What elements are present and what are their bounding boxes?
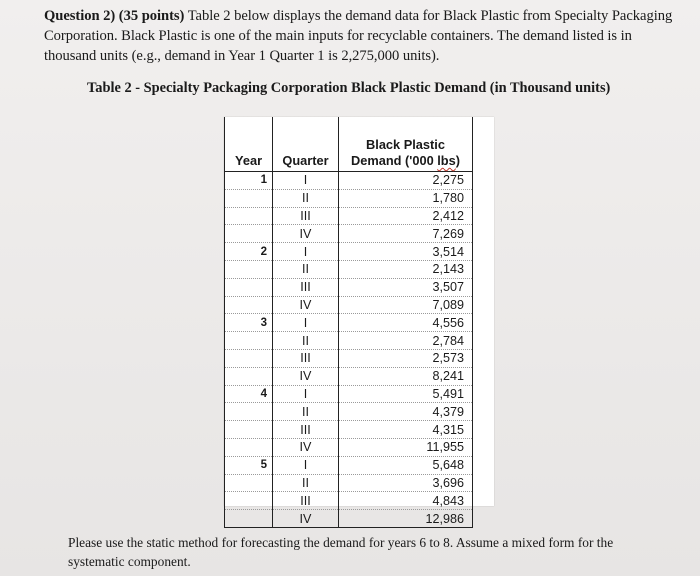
demand-cell: 1,780	[339, 189, 473, 207]
table-row	[225, 296, 473, 314]
quarter-cell: II	[273, 260, 339, 278]
table-row	[225, 385, 473, 403]
demand-cell: 12,986	[339, 510, 473, 528]
table-row	[225, 510, 473, 528]
quarter-cell: III	[273, 349, 339, 367]
quarter-cell: IV	[273, 510, 339, 528]
demand-header-line1: Black Plastic	[366, 137, 445, 152]
demand-cell: 3,696	[339, 474, 473, 492]
demand-cell: 7,269	[339, 225, 473, 243]
table-header-row	[225, 117, 473, 172]
quarter-cell: I	[273, 385, 339, 403]
demand-cell: 3,514	[339, 243, 473, 261]
demand-cell: 2,573	[339, 349, 473, 367]
demand-cell: 4,843	[339, 492, 473, 510]
quarter-cell: IV	[273, 225, 339, 243]
question-paragraph	[44, 6, 684, 66]
quarter-cell: III	[273, 421, 339, 439]
demand-table-body	[225, 172, 473, 528]
table-row	[225, 278, 473, 296]
demand-cell: 4,379	[339, 403, 473, 421]
quarter-column-header: Quarter	[273, 117, 339, 172]
demand-header-suffix: )	[455, 153, 461, 168]
table-row	[225, 189, 473, 207]
table-title: Table 2 - Specialty Packaging Corporation Black Plastic Demand (in Thousand units)	[87, 80, 611, 96]
quarter-cell: I	[273, 172, 339, 190]
demand-cell: 4,315	[339, 421, 473, 439]
demand-cell: 2,143	[339, 260, 473, 278]
table-row	[225, 207, 473, 225]
table-row	[225, 260, 473, 278]
table-row	[225, 492, 473, 510]
table-row	[225, 225, 473, 243]
demand-cell: 11,955	[339, 438, 473, 456]
demand-cell: 2,784	[339, 332, 473, 350]
year-cell	[225, 225, 273, 243]
year-cell	[225, 492, 273, 510]
demand-cell: 5,491	[339, 385, 473, 403]
year-cell	[225, 278, 273, 296]
quarter-cell: IV	[273, 438, 339, 456]
demand-column-header	[339, 117, 473, 172]
table-row	[225, 421, 473, 439]
year-cell: 3	[225, 314, 273, 332]
table-row	[225, 456, 473, 474]
year-cell	[225, 474, 273, 492]
quarter-cell: I	[273, 243, 339, 261]
demand-cell: 7,089	[339, 296, 473, 314]
demand-table-container	[224, 117, 494, 526]
question-label: Question 2) (35 points)	[44, 8, 185, 24]
demand-header-line2	[342, 153, 469, 169]
quarter-cell: III	[273, 278, 339, 296]
quarter-cell: III	[273, 492, 339, 510]
quarter-cell: II	[273, 332, 339, 350]
table-row	[225, 438, 473, 456]
table-row	[225, 243, 473, 261]
year-cell	[225, 296, 273, 314]
year-cell	[225, 403, 273, 421]
year-cell	[225, 438, 273, 456]
demand-table	[224, 117, 473, 528]
demand-cell: 5,648	[339, 456, 473, 474]
year-cell: 4	[225, 385, 273, 403]
demand-cell: 3,507	[339, 278, 473, 296]
quarter-cell: IV	[273, 296, 339, 314]
demand-cell: 2,412	[339, 207, 473, 225]
year-cell	[225, 367, 273, 385]
table-row	[225, 349, 473, 367]
demand-header-unit: lbs	[437, 153, 456, 168]
year-cell	[225, 207, 273, 225]
quarter-cell: IV	[273, 367, 339, 385]
demand-cell: 8,241	[339, 367, 473, 385]
year-cell: 5	[225, 456, 273, 474]
question-text: Table 2 below displays the demand data for Black Plastic from Specialty Packaging Corporation. Black Plastic is one of the main inputs for recyclable containers. The demand listed is in thousand units (e.g., demand in Year 1 Quarter 1 is 2,275,000 units).	[44, 8, 673, 64]
year-cell	[225, 332, 273, 350]
year-cell	[225, 421, 273, 439]
year-cell	[225, 260, 273, 278]
instruction-note: Please use the static method for forecasting the demand for years 6 to 8. Assume a mixed form for the systematic component.	[68, 535, 614, 569]
quarter-cell: II	[273, 403, 339, 421]
table-row	[225, 367, 473, 385]
quarter-cell: II	[273, 474, 339, 492]
table-row	[225, 474, 473, 492]
quarter-cell: I	[273, 456, 339, 474]
year-column-header: Year	[225, 117, 273, 172]
quarter-cell: III	[273, 207, 339, 225]
table-row	[225, 332, 473, 350]
table-row	[225, 314, 473, 332]
quarter-cell: I	[273, 314, 339, 332]
table-row	[225, 403, 473, 421]
demand-cell: 4,556	[339, 314, 473, 332]
year-cell: 1	[225, 172, 273, 190]
quarter-cell: II	[273, 189, 339, 207]
year-cell: 2	[225, 243, 273, 261]
year-cell	[225, 510, 273, 528]
year-cell	[225, 189, 273, 207]
year-cell	[225, 349, 273, 367]
table-row	[225, 172, 473, 190]
demand-cell: 2,275	[339, 172, 473, 190]
demand-header-prefix: Demand ('000	[350, 153, 438, 168]
